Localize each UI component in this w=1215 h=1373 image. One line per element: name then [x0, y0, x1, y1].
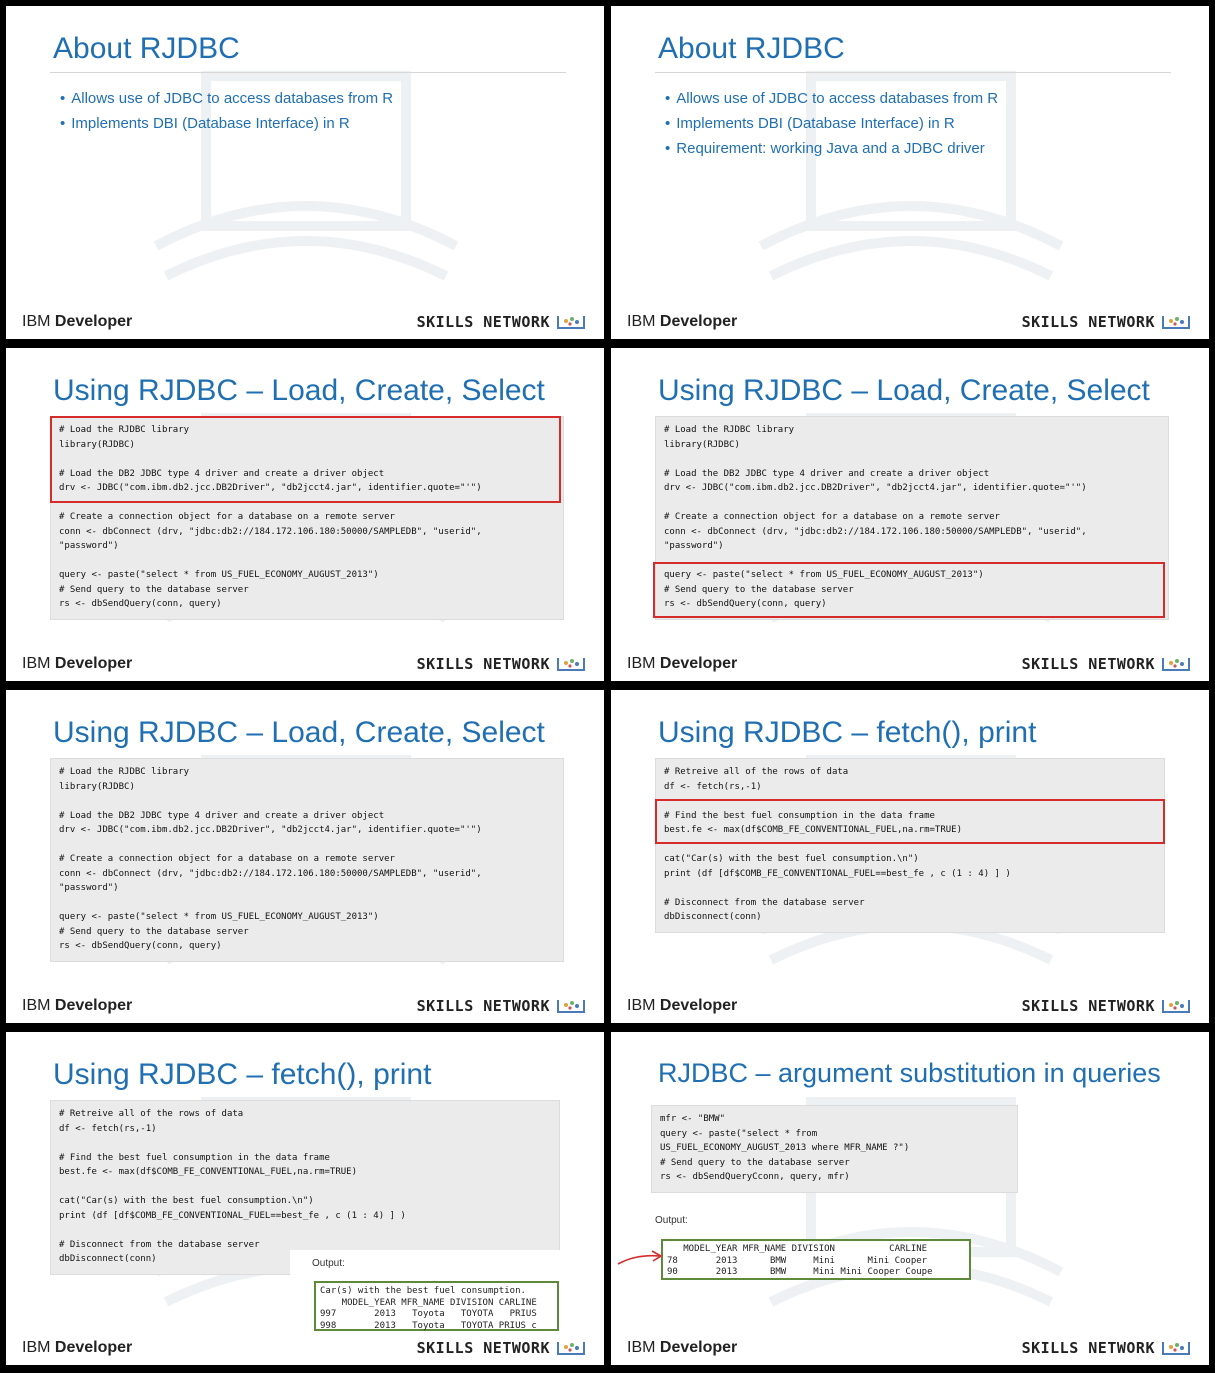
slide-title: Using RJDBC – Load, Create, Select [658, 374, 1150, 407]
output-row: 90 2013 BMW Mini Mini Cooper Coupe [667, 1267, 933, 1277]
output-row: MODEL_YEAR MFR_NAME DIVISION CARLINE [667, 1244, 928, 1254]
ibm-label: IBM [627, 655, 656, 672]
skills-network-icon [1161, 1340, 1191, 1356]
slide-title: Using RJDBC – fetch(), print [658, 716, 1037, 749]
code-line: # Create a connection object for a database on a remote server [59, 512, 395, 522]
slide-load-create-select-1 [6, 348, 604, 681]
code-line: print (df [df$COMB_FE_CONVENTIONAL_FUEL==best_fe , c (1 : 4) ] ) [59, 1210, 406, 1221]
bullet-item: • Implements DBI (Database Interface) in R [665, 111, 998, 136]
developer-label: Developer [659, 1339, 738, 1356]
code-line: # Send query to the database server [59, 584, 249, 595]
code-line: # Create a connection object for a database on a remote server [664, 512, 1000, 522]
skills-network-icon [556, 314, 586, 330]
skills-network-logo [417, 1339, 586, 1357]
ibm-label: IBM [22, 655, 51, 672]
developer-label: Developer [659, 997, 738, 1014]
output-label: Output: [312, 1258, 345, 1269]
code-line: print (df [df$COMB_FE_CONVENTIONAL_FUEL==best_fe , c (1 : 4) ] ) [664, 868, 1011, 879]
title-divider [655, 72, 1171, 73]
code-line: # Load the DB2 JDBC type 4 driver and create a driver object [664, 468, 990, 479]
developer-label: Developer [659, 313, 738, 330]
code-line: cat("Car(s) with the best fuel consumption.\n") [59, 1196, 314, 1206]
skills-network-icon [556, 656, 586, 672]
code-line: query <- paste("select * from [660, 1128, 818, 1139]
code-line: mfr <- "BMW" [660, 1114, 726, 1124]
ibm-developer-logo [22, 655, 132, 673]
skills-network-label: SKILLS NETWORK [1021, 655, 1155, 673]
code-line: # Find the best fuel consumption in the data frame [664, 810, 935, 821]
code-line: library(RJDBC) [59, 781, 135, 792]
code-line: # Create a connection object for a database on a remote server [59, 854, 395, 864]
code-line: rs <- dbSendQueryCconn, query, mfr) [660, 1172, 850, 1182]
bullet-item: • Allows use of JDBC to access databases from R [60, 86, 393, 111]
code-line: cat("Car(s) with the best fuel consumption.\n") [664, 854, 919, 864]
skills-network-logo [417, 997, 586, 1015]
slide-title: Using RJDBC – Load, Create, Select [53, 716, 545, 749]
code-block [50, 758, 564, 962]
code-line: # Load the DB2 JDBC type 4 driver and create a driver object [59, 810, 385, 821]
slide-argument-substitution [611, 1032, 1209, 1365]
code-line: drv <- JDBC("com.ibm.db2.jcc.DB2Driver", "db2jcct4.jar", identifier.quote="'") [664, 483, 1087, 493]
ibm-label: IBM [22, 997, 51, 1014]
code-line: conn <- dbConnect (drv, "jdbc:db2://184.172.106.180:50000/SAMPLEDB", "userid", [664, 526, 1087, 537]
code-line: rs <- dbSendQuery(conn, query) [59, 941, 222, 951]
title-divider [50, 72, 566, 73]
ibm-developer-logo [627, 1339, 737, 1357]
skills-network-logo [417, 313, 586, 331]
bullet-list [665, 86, 998, 161]
code-block [655, 758, 1165, 933]
ibm-label: IBM [22, 1339, 51, 1356]
skills-network-logo [1022, 655, 1191, 673]
ibm-developer-logo [627, 313, 737, 331]
skills-network-icon [1161, 998, 1191, 1014]
code-line: # Load the RJDBC library [59, 425, 190, 435]
highlight-box [655, 799, 1165, 844]
code-line: library(RJDBC) [59, 439, 135, 450]
output-box [314, 1281, 559, 1331]
code-line: # Load the RJDBC library [664, 425, 795, 435]
slide-title: Using RJDBC – fetch(), print [53, 1058, 432, 1091]
code-line: best.fe <- max(df$COMB_FE_CONVENTIONAL_FUEL,na.rm=TRUE) [664, 825, 963, 835]
skills-network-label: SKILLS NETWORK [416, 997, 550, 1015]
ibm-label: IBM [627, 313, 656, 330]
code-line: "password") [59, 883, 119, 893]
highlight-box [50, 416, 561, 503]
ibm-developer-logo [22, 313, 132, 331]
code-line: "password") [59, 541, 119, 551]
code-line: # Send query to the database server [664, 584, 854, 595]
skills-network-label: SKILLS NETWORK [1021, 313, 1155, 331]
ibm-developer-logo [627, 997, 737, 1015]
code-line: drv <- JDBC("com.ibm.db2.jcc.DB2Driver", "db2jcct4.jar", identifier.quote="'") [59, 483, 482, 493]
code-line: dbDisconnect(conn) [59, 1254, 157, 1264]
code-line: query <- paste("select * from US_FUEL_ECONOMY_AUGUST_2013") [59, 570, 379, 580]
slide-title: Using RJDBC – Load, Create, Select [53, 374, 545, 407]
slide-load-create-select-2 [611, 348, 1209, 681]
output-box [661, 1239, 971, 1280]
code-line: # Send query to the database server [59, 926, 249, 937]
bullet-item: • Requirement: working Java and a JDBC driver [665, 136, 998, 161]
slide-fetch-print-2 [6, 1032, 604, 1365]
slide-about-2 [611, 6, 1209, 339]
code-line: rs <- dbSendQuery(conn, query) [664, 599, 827, 609]
code-line: best.fe <- max(df$COMB_FE_CONVENTIONAL_FUEL,na.rm=TRUE) [59, 1167, 358, 1177]
code-line: # Send query to the database server [660, 1157, 850, 1168]
slide-title: RJDBC – argument substitution in queries [658, 1058, 1161, 1088]
skills-network-logo [1022, 1339, 1191, 1357]
ibm-developer-logo [22, 1339, 132, 1357]
bullet-item: • Implements DBI (Database Interface) in R [60, 111, 393, 136]
code-line: # Load the RJDBC library [59, 767, 190, 777]
code-line: # Retreive all of the rows of data [664, 767, 849, 777]
output-row: 997 2013 Toyota TOYOTA PRIUS [320, 1309, 537, 1319]
slide-load-create-select-3 [6, 690, 604, 1023]
slide-title: About RJDBC [658, 32, 845, 65]
output-label: Output: [655, 1215, 688, 1226]
code-line: US_FUEL_ECONOMY_AUGUST_2013 where MFR_NAME ?") [660, 1143, 910, 1153]
ibm-developer-logo [22, 997, 132, 1015]
skills-network-icon [1161, 314, 1191, 330]
code-line: query <- paste("select * from US_FUEL_ECONOMY_AUGUST_2013") [664, 570, 984, 580]
developer-label: Developer [54, 313, 133, 330]
code-block [651, 1105, 1018, 1193]
skills-network-label: SKILLS NETWORK [1021, 997, 1155, 1015]
output-row: 78 2013 BMW Mini Mini Cooper [667, 1255, 928, 1266]
skills-network-icon [556, 1340, 586, 1356]
skills-network-icon [1161, 656, 1191, 672]
code-line: # Disconnect from the database server [59, 1239, 260, 1250]
ibm-label: IBM [627, 1339, 656, 1356]
code-line: conn <- dbConnect (drv, "jdbc:db2://184.172.106.180:50000/SAMPLEDB", "userid", [59, 868, 482, 879]
skills-network-logo [1022, 313, 1191, 331]
skills-network-logo [417, 655, 586, 673]
developer-label: Developer [659, 655, 738, 672]
red-arrow-icon [616, 1246, 664, 1270]
code-line: df <- fetch(rs,-1) [664, 781, 762, 792]
ibm-label: IBM [627, 997, 656, 1014]
ibm-label: IBM [22, 313, 51, 330]
output-row: 998 2013 Toyota TOYOTA PRIUS c [320, 1320, 537, 1331]
code-block [50, 1100, 560, 1275]
code-line: # Disconnect from the database server [664, 897, 865, 908]
code-line: rs <- dbSendQuery(conn, query) [59, 599, 222, 609]
skills-network-label: SKILLS NETWORK [1021, 1339, 1155, 1357]
skills-network-label: SKILLS NETWORK [416, 1339, 550, 1357]
slide-title: About RJDBC [53, 32, 240, 65]
developer-label: Developer [54, 655, 133, 672]
code-line: drv <- JDBC("com.ibm.db2.jcc.DB2Driver", "db2jcct4.jar", identifier.quote="'") [59, 825, 482, 835]
bullet-list [60, 86, 393, 136]
code-line: query <- paste("select * from US_FUEL_ECONOMY_AUGUST_2013") [59, 912, 379, 922]
developer-label: Developer [54, 997, 133, 1014]
output-row: MODEL_YEAR MFR_NAME DIVISION CARLINE [320, 1297, 537, 1308]
ibm-developer-logo [627, 655, 737, 673]
code-line: conn <- dbConnect (drv, "jdbc:db2://184.172.106.180:50000/SAMPLEDB", "userid", [59, 526, 482, 537]
skills-network-label: SKILLS NETWORK [416, 655, 550, 673]
output-row: Car(s) with the best fuel consumption. [320, 1286, 526, 1296]
skills-network-label: SKILLS NETWORK [416, 313, 550, 331]
developer-label: Developer [54, 1339, 133, 1356]
slide-fetch-print-1 [611, 690, 1209, 1023]
skills-network-icon [556, 998, 586, 1014]
code-line: "password") [664, 541, 724, 551]
code-line: dbDisconnect(conn) [664, 912, 762, 922]
code-line: df <- fetch(rs,-1) [59, 1123, 157, 1134]
highlight-box [653, 562, 1165, 618]
bullet-item: • Allows use of JDBC to access databases from R [665, 86, 998, 111]
code-line: library(RJDBC) [664, 439, 740, 450]
code-line: # Find the best fuel consumption in the data frame [59, 1152, 330, 1163]
code-line: # Load the DB2 JDBC type 4 driver and create a driver object [59, 468, 385, 479]
code-line: # Retreive all of the rows of data [59, 1109, 244, 1119]
skills-network-logo [1022, 997, 1191, 1015]
slide-about-1 [6, 6, 604, 339]
